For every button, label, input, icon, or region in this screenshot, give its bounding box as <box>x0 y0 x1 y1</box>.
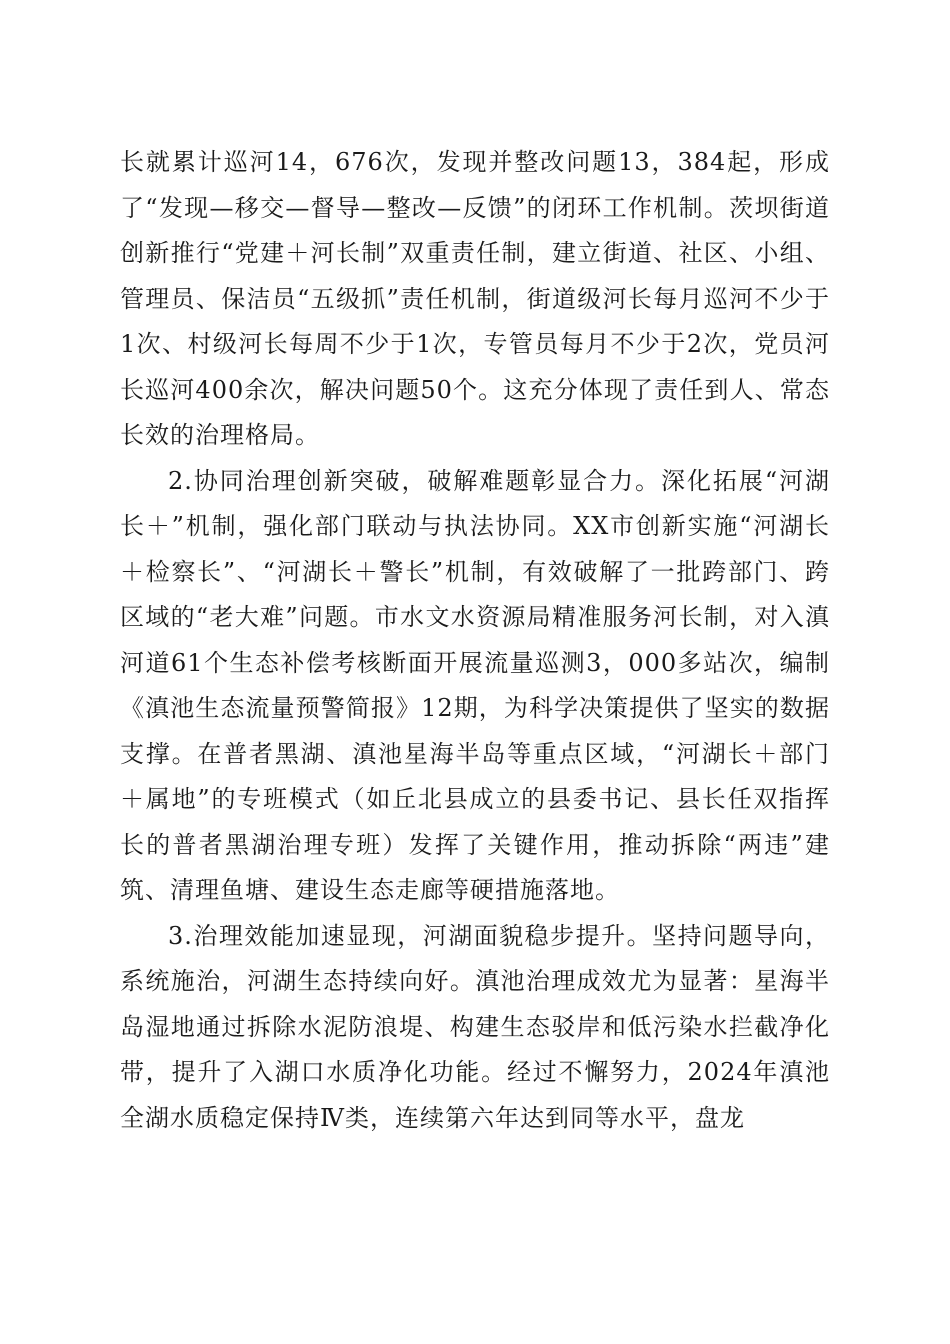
paragraph-2-collaborative-governance: 2.协同治理创新突破，破解难题彰显合力。深化拓展“河湖长＋”机制，强化部门联动与执法协同。XX市创新实施“河湖长＋检察长”、“河湖长＋警长”机制，有效破解了一批跨部门、跨区域的“老大难”问题。市水文水资源局精准服务河长制，对入滇河道61个生态补偿考核断面开展流量巡测3，000多站次，编制《滇池生态流量预警简报》12期，为科学决策提供了坚实的数据支撑。在普者黑湖、滇池星海半岛等重点区域，“河湖长＋部门＋属地”的专班模式（如丘北县成立的县委书记、县长任双指挥长的普者黑湖治理专班）发挥了关键作用，推动拆除“两违”建筑、清理鱼塘、建设生态走廊等硬措施落地。 <box>120 466 830 904</box>
paragraph-continuation: 长就累计巡河14，676次，发现并整改问题13，384起，形成了“发现—移交—督导—整改—反馈”的闭环工作机制。茨坝街道创新推行“党建＋河长制”双重责任制，建立街道、社区、小组、管理员、保洁员“五级抓”责任机制，街道级河长每月巡河不少于1次、村级河长每周不少于1次，专管员每月不少于2次，党员河长巡河400余次，解决问题50个。这充分体现了责任到人、常态长效的治理格局。 <box>120 148 830 449</box>
paragraph-3-governance-effectiveness: 3.治理效能加速显现，河湖面貌稳步提升。坚持问题导向，系统施治，河湖生态持续向好。滇池治理成效尤为显著：星海半岛湿地通过拆除水泥防浪堤、构建生态驳岸和低污染水拦截净化带，提升了入湖口水质净化功能。经过不懈努力，2024年滇池全湖水质稳定保持Ⅳ类，连续第六年达到同等水平，盘龙 <box>120 921 830 1132</box>
document-body <box>120 140 830 1141</box>
